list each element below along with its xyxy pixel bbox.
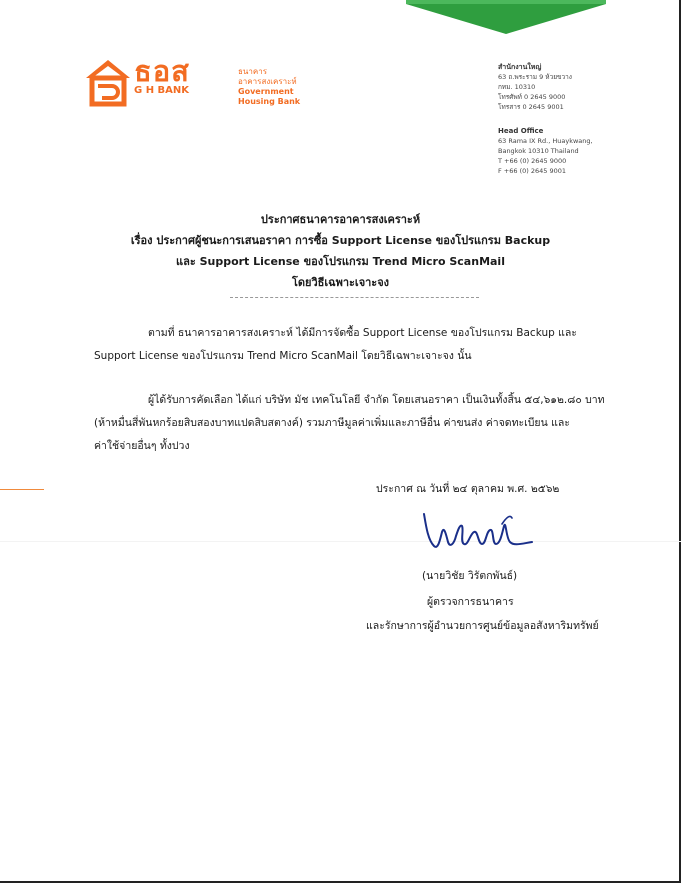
address-th-heading: สำนักงานใหญ่	[498, 63, 542, 71]
address-english	[498, 126, 593, 176]
address-thai	[498, 62, 572, 112]
address-en-line: T +66 (0) 2645 9000	[498, 157, 567, 165]
body-p1-line2: Support License ของโปรแกรม Trend Micro ScanMail โดยวิธีเฉพาะเจาะจง นั้น	[94, 350, 472, 362]
body-p2-line1: ผู้ได้รับการคัดเลือก ได้แก่ บริษัท มัช เทคโนโลยี จำกัด โดยเสนอราคา เป็นเงินทั้งสิ้น ๕๔,๖๑๒.๘๐ บาท	[148, 394, 605, 406]
brand-name-th-1: ธนาคาร	[238, 67, 267, 76]
fold-mark	[0, 489, 44, 490]
title-line-2: เรื่อง ประกาศผู้ชนะการเสนอราคา การซื้อ Support License ของโปรแกรม Backup	[130, 234, 551, 247]
address-en-line: F +66 (0) 2645 9001	[498, 167, 567, 175]
brand-logotype	[134, 56, 190, 97]
brand-name-en-1: Government	[238, 87, 294, 96]
address-en-line: 63 Rama IX Rd., Huaykwang,	[498, 137, 593, 145]
address-th-line: โทรศัพท์ 0 2645 9000	[498, 93, 566, 101]
body-p2-line3: ค่าใช้จ่ายอื่นๆ ทั้งปวง	[94, 440, 190, 452]
address-th-line: โทรสาร 0 2645 9001	[498, 103, 564, 111]
scan-line	[0, 541, 681, 542]
address-en-line: Bangkok 10310 Thailand	[498, 147, 579, 155]
signer-position-1: ผู้ตรวจการธนาคาร	[427, 596, 514, 608]
title-line-1: ประกาศธนาคารอาคารสงเคราะห์	[260, 213, 421, 226]
signature-mark	[420, 504, 536, 554]
body-p2-line2: (ห้าหมื่นสี่พันหกร้อยสิบสองบาทแปดสิบสตางค์) รวมภาษีมูลค่าเพิ่มและภาษีอื่น ค่าขนส่ง ค่าจดทะเบียน และ	[94, 417, 570, 429]
brand-name-en-2: Housing Bank	[238, 97, 301, 106]
body-p1-line1: ตามที่ ธนาคารอาคารสงเคราะห์ ได้มีการจัดซื้อ Support License ของโปรแกรม Backup และ	[148, 327, 577, 339]
brand-logo-sub: G H BANK	[134, 85, 190, 96]
brand-logo-text: ธอส	[134, 54, 190, 88]
title-line-3: และ Support License ของโปรแกรม Trend Micro ScanMail	[176, 255, 505, 268]
address-th-line: กทม. 10310	[498, 83, 536, 91]
brand-names	[238, 67, 300, 107]
green-corner-banner	[406, 0, 606, 36]
title-divider	[230, 297, 479, 298]
signer-name: (นายวิชัย วิรัตกพันธ์)	[422, 570, 518, 582]
ghbank-house-icon	[84, 58, 132, 108]
signer-position-2: และรักษาการผู้อำนวยการศูนย์ข้อมูลอสังหาริมทรัพย์	[366, 620, 599, 632]
announce-date: ประกาศ ณ วันที่ ๒๔ ตุลาคม พ.ศ. ๒๕๖๒	[376, 483, 560, 495]
address-th-line: 63 ถ.พระราม 9 ห้วยขวาง	[498, 73, 572, 81]
brand-name-th-2: อาคารสงเคราะห์	[238, 77, 297, 86]
announcement-title	[0, 209, 681, 293]
title-line-4: โดยวิธีเฉพาะเจาะจง	[291, 276, 390, 289]
address-en-heading: Head Office	[498, 127, 544, 135]
